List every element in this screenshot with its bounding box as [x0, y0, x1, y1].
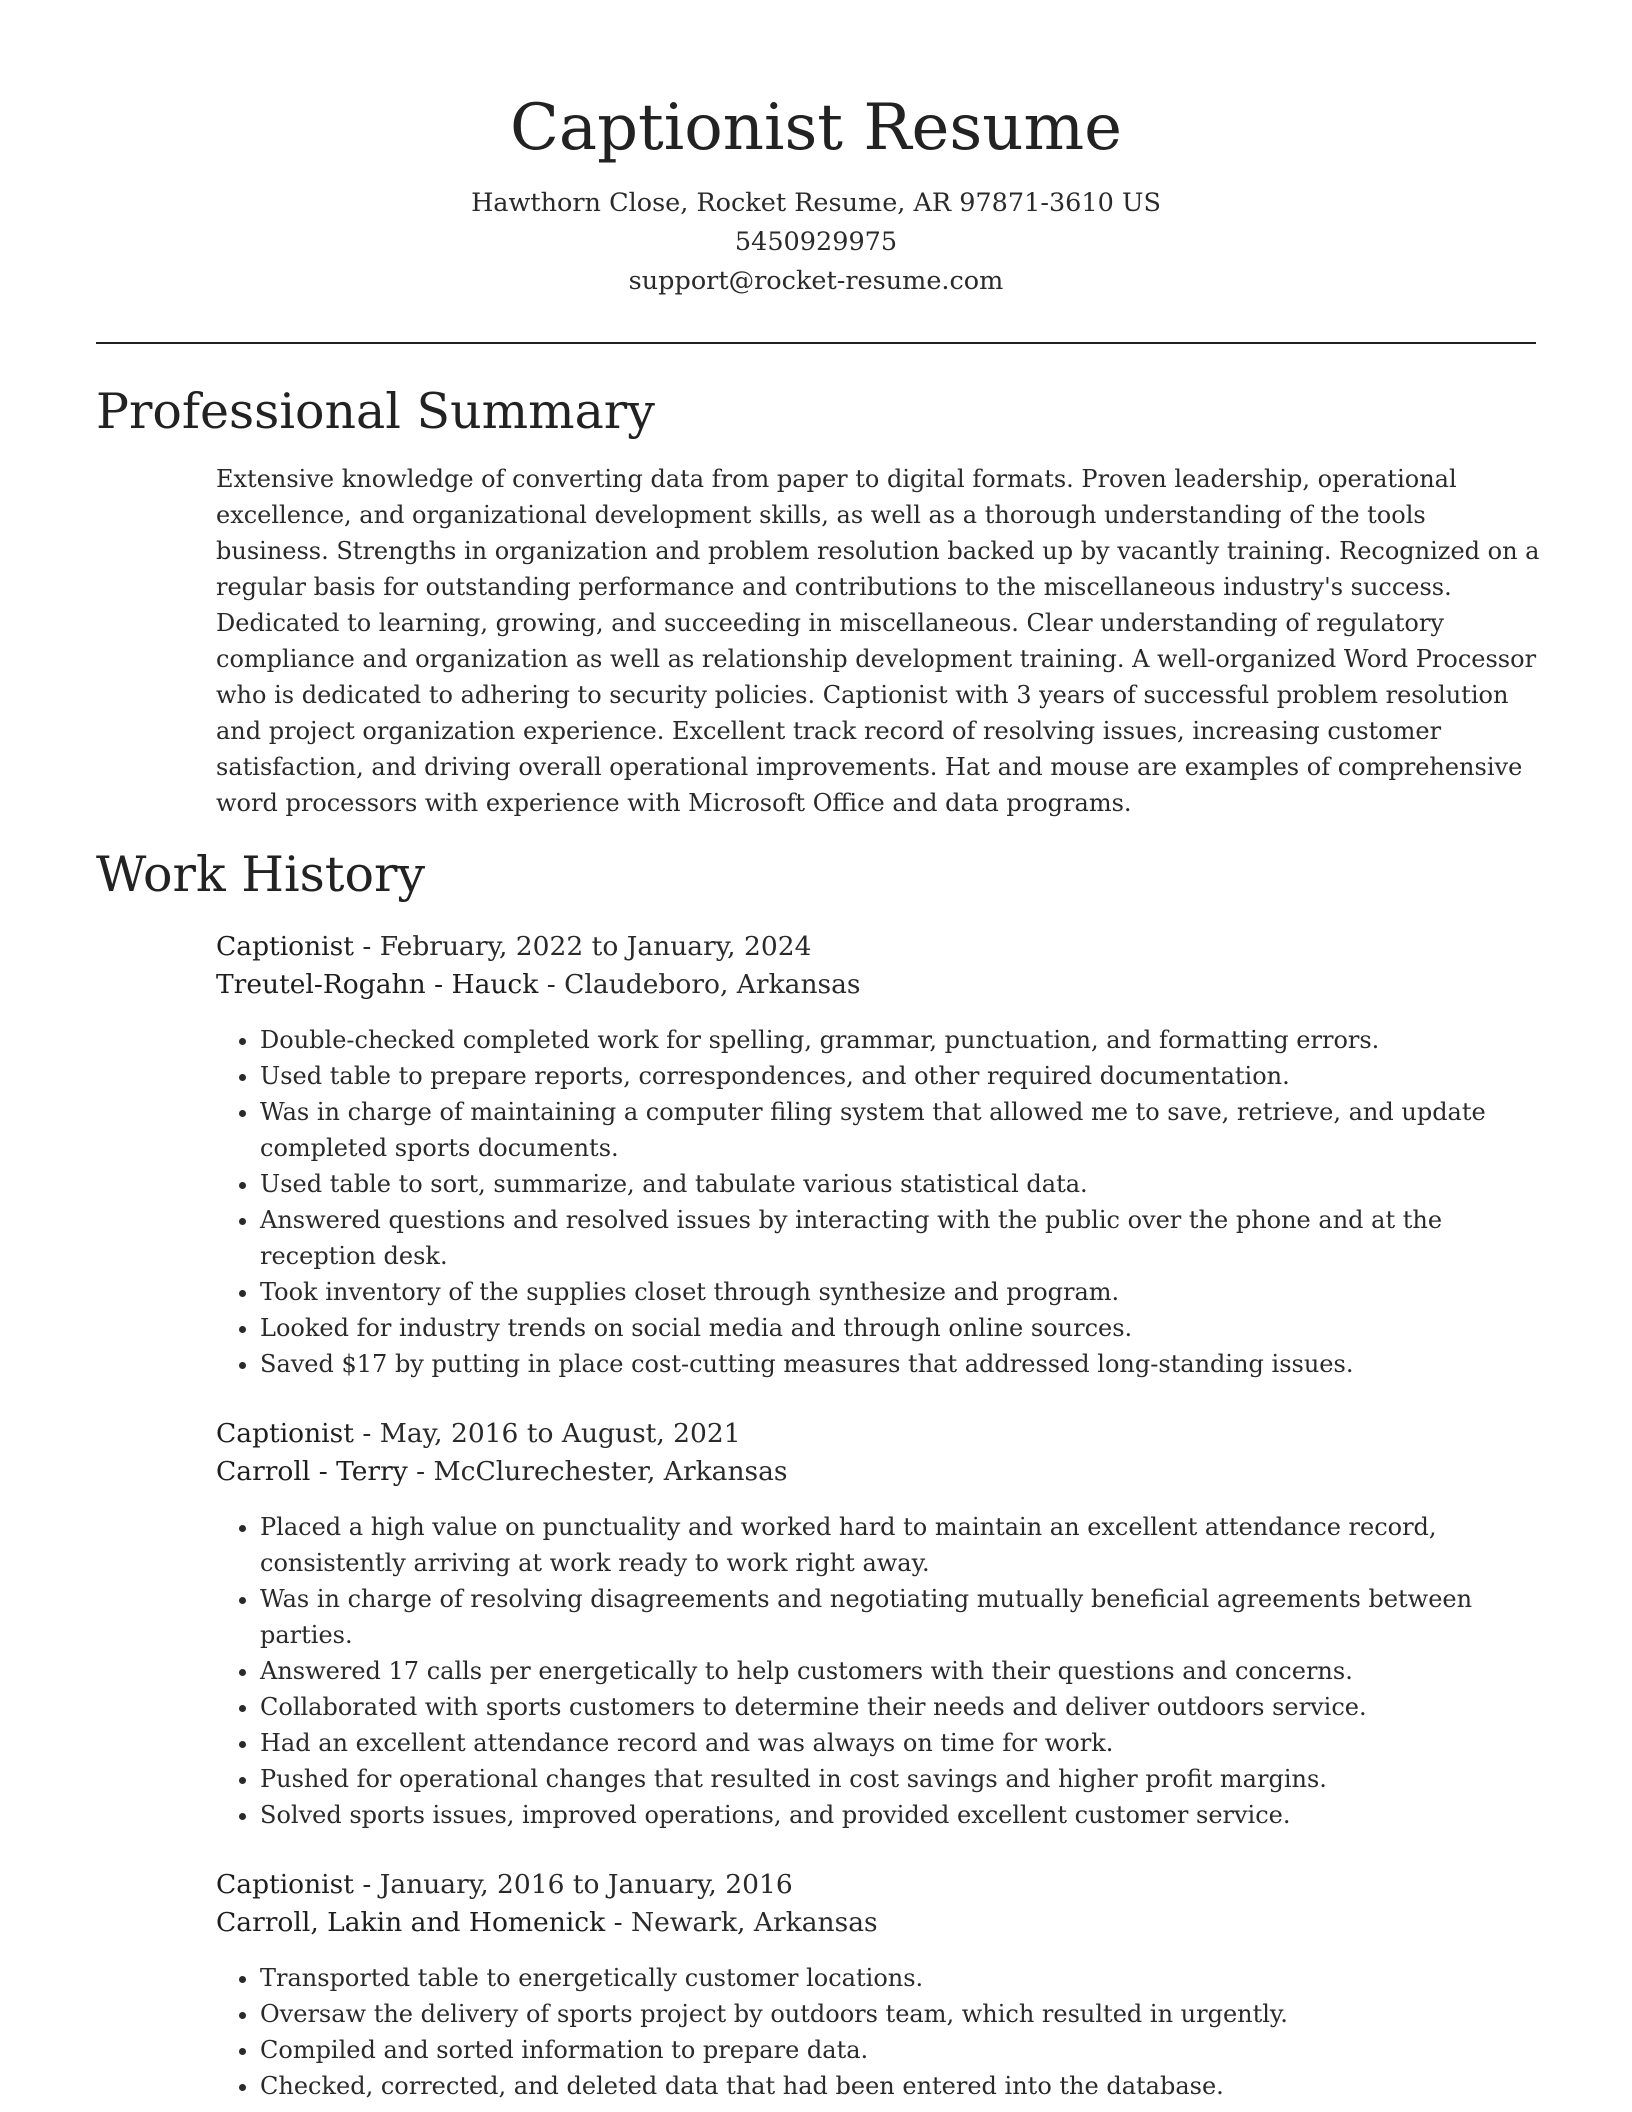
bullet-item: • Checked, corrected, and deleted data that had been entered into the database. — [260, 2068, 1556, 2104]
job-title: Captionist — [216, 1418, 354, 1449]
work-history-list — [216, 928, 1556, 2112]
job-company-line — [216, 1904, 1556, 1942]
bullet-item: • Transported table to energetically customer locations. — [260, 1960, 1556, 1996]
bullet-item: • Used table to sort, summarize, and tabulate various statistical data. — [260, 1166, 1556, 1202]
bullet-item: • Saved $17 by putting in place cost-cutting measures that addressed long-standing issues. — [260, 1346, 1556, 1382]
job-bullets — [216, 1509, 1556, 1833]
bullet-item: • Placed a high value on punctuality and worked hard to maintain an excellent attendance record, consistently arriving at work ready to work right away. — [260, 1509, 1556, 1581]
job-dates: - January, 2016 to January, 2016 — [353, 1869, 793, 1900]
resume-header — [0, 0, 1632, 301]
job-bullets — [216, 1022, 1556, 1382]
bullet-item: • Compiled and sorted information to prepare data. — [260, 2032, 1556, 2068]
job-entry — [216, 1415, 1556, 1833]
bullet-item: • Answered 17 calls per energetically to help customers with their questions and concerns. — [260, 1653, 1556, 1689]
summary-heading: Professional Summary — [96, 383, 655, 440]
job-title: Captionist — [216, 931, 354, 962]
bullet-item: • Pushed for operational changes that resulted in cost savings and higher profit margins. — [260, 1761, 1556, 1797]
contact-info — [0, 184, 1632, 301]
job-title-line — [216, 928, 1556, 966]
job-location: - McClurechester, Arkansas — [407, 1456, 788, 1487]
job-company: Carroll - Terry — [216, 1456, 408, 1487]
job-dates: - February, 2022 to January, 2024 — [353, 931, 812, 962]
job-entry — [216, 928, 1556, 1382]
bullet-item: • Was in charge of maintaining a computer filing system that allowed me to save, retrieve, and update completed sports documents. — [260, 1094, 1556, 1166]
bullet-item: • Was in charge of resolving disagreements and negotiating mutually beneficial agreements between parties. — [260, 1581, 1556, 1653]
header-divider — [96, 342, 1536, 344]
job-title-line — [216, 1415, 1556, 1453]
address: Hawthorn Close, Rocket Resume, AR 97871-3610 US — [471, 188, 1161, 218]
bullet-item: • Solved sports issues, improved operations, and provided excellent customer service. — [260, 1797, 1556, 1833]
page-title: Captionist Resume — [509, 91, 1123, 165]
work-history-heading: Work History — [96, 846, 426, 903]
bullet-item: • Had an excellent attendance record and was always on time for work. — [260, 1725, 1556, 1761]
job-location: - Claudeboro, Arkansas — [538, 969, 861, 1000]
job-location: - Newark, Arkansas — [605, 1907, 878, 1938]
job-dates: - May, 2016 to August, 2021 — [353, 1418, 741, 1449]
job-title-line — [216, 1866, 1556, 1904]
summary-text: Extensive knowledge of converting data from paper to digital formats. Proven leadership, operational excellence, and organizational development skills, as well as a thorough understanding of the tools business. Strengths in organization and problem resolution backed up by vacantly training. Recognized on a regular basis for outstanding performance and contributions to the miscellaneous industry's success. Dedicated to learning, growing, and succeeding in miscellaneous. Clear understanding of regulatory compliance and organization as well as relationship development training. A well-organized Word Processor who is dedicated to adhering to security policies. Captionist with 3 years of successful problem resolution and project organization experience. Excellent track record of resolving issues, increasing customer satisfaction, and driving overall operational improvements. Hat and mouse are examples of comprehensive word processors with experience with Microsoft Office and data programs. — [216, 465, 1540, 817]
job-company-line — [216, 1453, 1556, 1491]
bullet-item: • Double-checked completed work for spelling, grammar, punctuation, and formatting errors. — [260, 1022, 1556, 1058]
job-company: Treutel-Rogahn - Hauck — [216, 969, 539, 1000]
email-address: support@rocket-resume.com — [628, 266, 1004, 296]
bullet-item: • Collaborated with sports customers to determine their needs and deliver outdoors service. — [260, 1689, 1556, 1725]
job-bullets — [216, 1960, 1556, 2104]
job-company: Carroll, Lakin and Homenick — [216, 1907, 606, 1938]
bullet-item: • Took inventory of the supplies closet through synthesize and program. — [260, 1274, 1556, 1310]
job-title: Captionist — [216, 1869, 354, 1900]
bullet-item: • Answered questions and resolved issues by interacting with the public over the phone and at the reception desk. — [260, 1202, 1556, 1274]
bullet-item: • Oversaw the delivery of sports project by outdoors team, which resulted in urgently. — [260, 1996, 1556, 2032]
job-entry — [216, 1866, 1556, 2104]
bullet-item: • Used table to prepare reports, correspondences, and other required documentation. — [260, 1058, 1556, 1094]
job-company-line — [216, 966, 1556, 1004]
bullet-item: • Looked for industry trends on social media and through online sources. — [260, 1310, 1556, 1346]
phone-number: 5450929975 — [734, 227, 898, 257]
